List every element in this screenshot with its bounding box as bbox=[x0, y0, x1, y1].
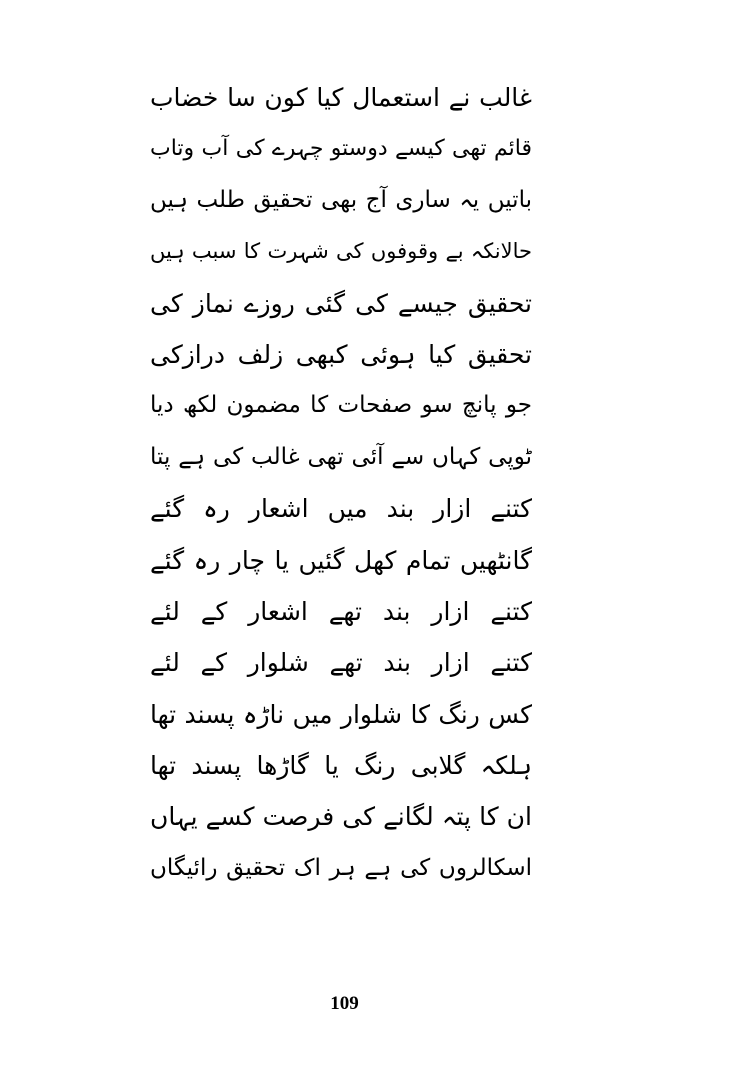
poem-line-3: باتیں یہ ساری آج بھی تحقیق طلب ہیں bbox=[150, 186, 532, 213]
poem-line-12: کتنے ازار بند تھے شلوار کے لئے bbox=[150, 648, 532, 678]
poem-line-13: کس رنگ کا شلوار میں ناڑہ پسند تھا bbox=[150, 699, 532, 729]
poem-line-9: کتنے ازار بند میں اشعار رہ گئے bbox=[150, 494, 532, 524]
poem-line-10: گانٹھیں تمام کھل گئیں یا چار رہ گئے bbox=[150, 545, 532, 575]
poem-line-15: ان کا پتہ لگانے کی فرصت کسے یہاں bbox=[150, 802, 532, 832]
poem-line-8: ٹوپی کہاں سے آئی تھی غالب کی ہے پتا bbox=[150, 443, 532, 470]
poem-line-7: جو پانچ سو صفحات کا مضمون لکھ دیا bbox=[150, 392, 532, 419]
page-number: 109 bbox=[330, 993, 359, 1014]
poem-line-6: تحقیق کیا ہوئی کبھی زلف درازکی bbox=[150, 339, 532, 369]
poem-line-14: ہلکہ گلابی رنگ یا گاڑھا پسند تھا bbox=[150, 751, 532, 781]
poem-line-4: حالانکہ بے وقوفوں کی شہرت کا سبب ہیں bbox=[150, 239, 532, 264]
poem-line-5: تحقیق جیسے کی گئی روزے نماز کی bbox=[150, 288, 532, 318]
poem-line-2: قائم تھی کیسے دوستو چہرے کی آب وتاب bbox=[150, 136, 532, 162]
poem-line-11: کتنے ازار بند تھے اشعار کے لئے bbox=[150, 596, 532, 626]
poem-line-16: اسکالروں کی ہے ہر اک تحقیق رائیگاں bbox=[150, 854, 532, 881]
poem-body bbox=[150, 72, 532, 894]
poem-line-1: غالب نے استعمال کیا کون سا خضاب bbox=[150, 83, 532, 112]
